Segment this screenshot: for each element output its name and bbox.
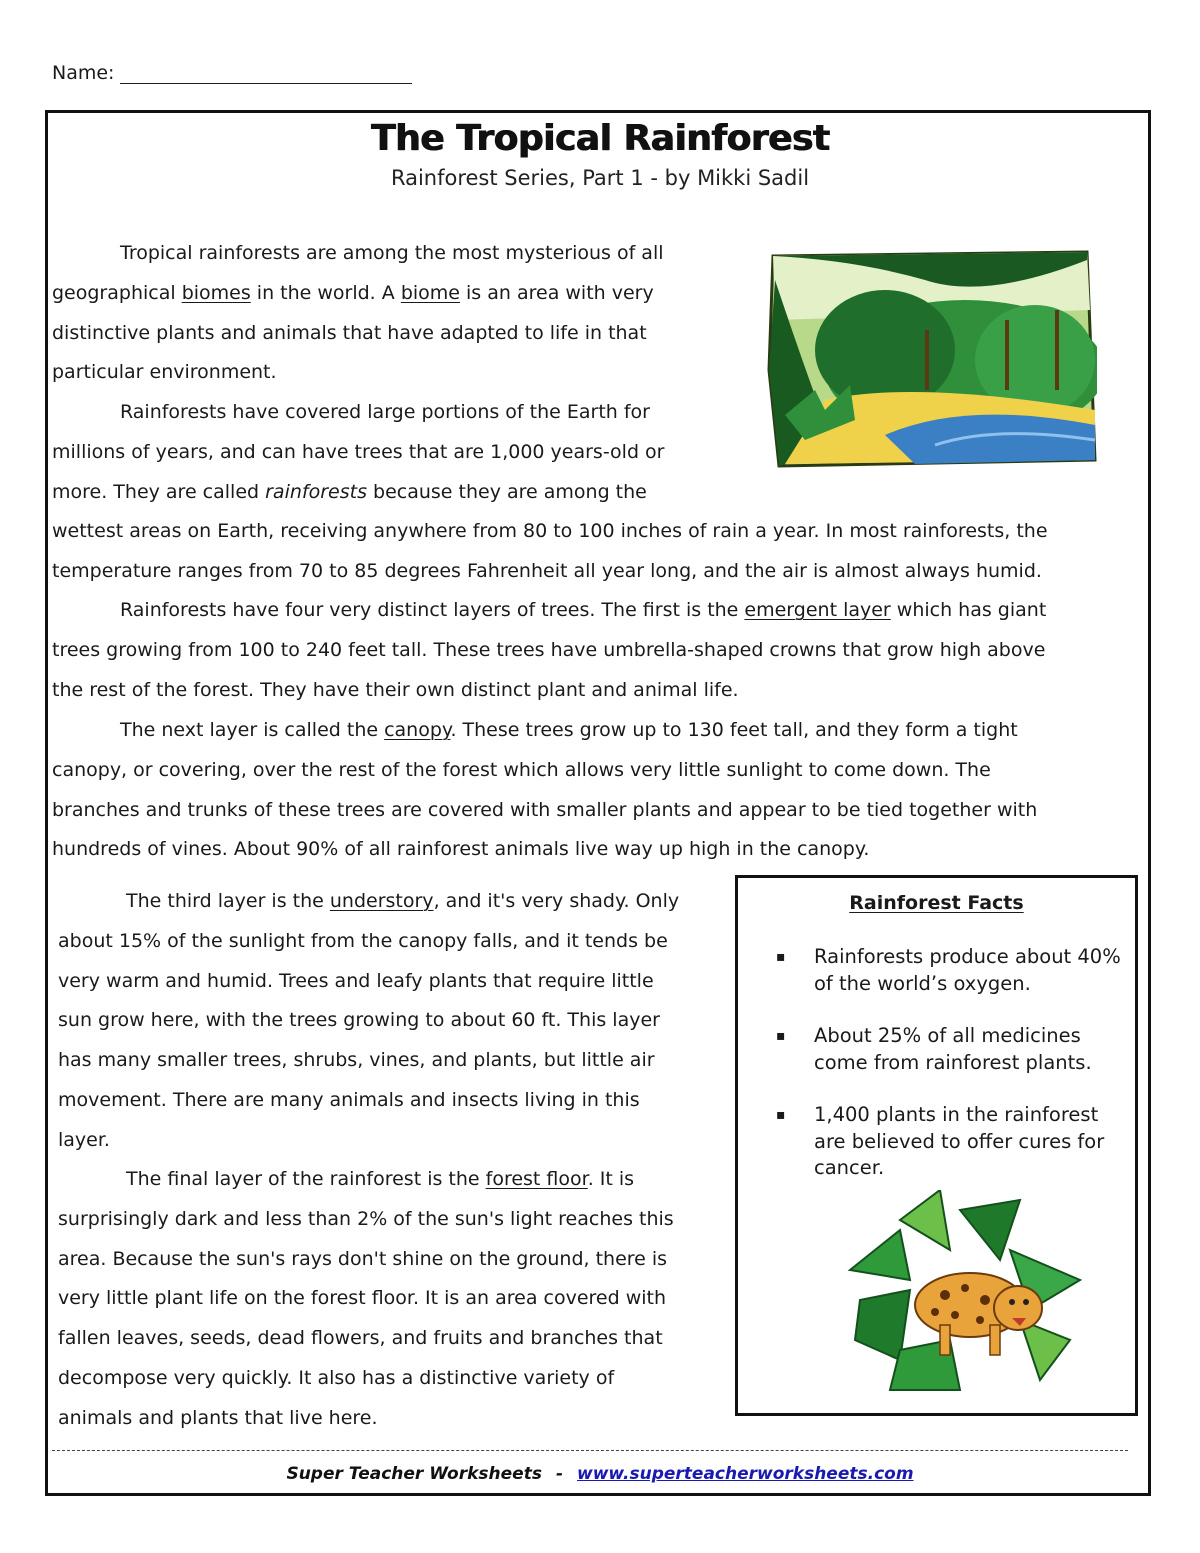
page-subtitle: Rainforest Series, Part 1 - by Mikki Sadil <box>390 166 810 190</box>
footer <box>0 1464 1200 1484</box>
bullet-icon: ▪ <box>776 1107 786 1123</box>
name-label: Name: <box>52 62 115 84</box>
term-forest-floor: forest floor <box>485 1168 588 1190</box>
paragraph-intro: Tropical rainforests are among the most mysterious of all geographical biomes in the world. A biome is an area with very distinctive plants and animals that have adapted to life in that particular environment. <box>52 242 664 384</box>
term-biome: biome <box>400 281 460 304</box>
footer-separator: - <box>555 1464 563 1484</box>
footer-brand: Super Teacher Worksheets <box>286 1464 542 1484</box>
paragraph-emergent: Rainforests have four very distinct layers of trees. The first is the emergent layer which has giant trees growing from 100 to 240 feet tall. These trees have umbrella-shaped crowns that grow high above the rest of the forest. They have their own distinct plant and animal life. <box>52 599 1047 701</box>
bullet-icon: ▪ <box>776 1028 786 1044</box>
paragraph-forest-floor: The final layer of the rainforest is the forest floor. It is surprisingly dark and less than 2% of the sun's light reaches this area. Because the sun's rays don't shine on the ground, there is very little plant life on the forest floor. It is an area covered with fallen leaves, seeds, dead flowers, and fruits and branches that decompose very quickly. It also has a distinctive variety of animals and plants that live here. <box>58 1168 674 1429</box>
name-blank-line[interactable] <box>120 63 412 84</box>
facts-title: Rainforest Facts <box>849 892 1024 914</box>
term-understory: understory <box>329 890 434 912</box>
fact-item: ▪ About 25% of all medicines come from rainforest plants. <box>776 1024 1092 1074</box>
fact-item: ▪ Rainforests produce about 40% of the world’s oxygen. <box>776 945 1121 995</box>
term-biomes: biomes <box>181 281 251 304</box>
paragraph-rain: Rainforests have covered large portions of the Earth for millions of years, and can have trees that are 1,000 years-old or more. They are called rainforests because they are among the wettest areas on Earth, receiving anywhere from 80 to 100 inches of rain a year. In most rainforests, the temperature ranges from 70 to 85 degrees Fahrenheit all year long, and the air is almost always humid. <box>52 401 1048 583</box>
rainforest-illustration <box>765 250 1097 468</box>
term-emergent-layer: emergent layer <box>744 599 891 621</box>
term-canopy: canopy <box>384 719 451 741</box>
jaguar-illustration <box>840 1190 1090 1395</box>
paragraph-understory: The third layer is the understory, and it's very shady. Only about 15% of the sunlight from the canopy falls, and it tends be very warm and humid. Trees and leafy plants that require little sun grow here, with the trees growing to about 60 ft. This layer has many smaller trees, shrubs, vines, and plants, but little air movement. There are many animals and insects living in this layer. <box>58 890 680 1151</box>
fact-item: ▪ 1,400 plants in the rainforest are believed to offer cures for cancer. <box>776 1103 1105 1179</box>
footer-divider <box>52 1450 1128 1451</box>
paragraph-canopy: The next layer is called the canopy. These trees grow up to 130 feet tall, and they form a tight canopy, or covering, over the rest of the forest which allows very little sunlight to come down. The branches and trunks of these trees are covered with smaller plants and appear to be tied together with hundreds of vines. About 90% of all rainforest animals live way up high in the canopy. <box>52 719 1038 861</box>
term-rainforests: rainforests <box>265 480 367 503</box>
facts-list <box>768 944 1138 1208</box>
page-title: The Tropical Rainforest <box>370 118 830 159</box>
name-field[interactable] <box>52 62 412 84</box>
footer-website-link[interactable]: www.superteacherworksheets.com <box>577 1464 914 1484</box>
bullet-icon: ▪ <box>776 949 786 965</box>
